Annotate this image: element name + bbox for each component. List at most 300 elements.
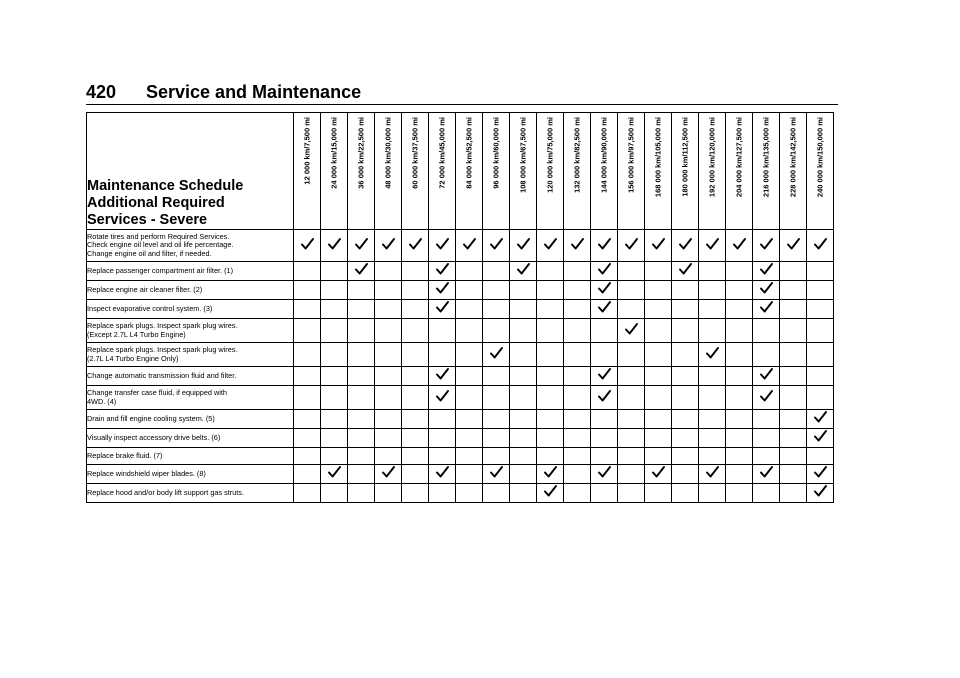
interval-label: 72 000 km/45,000 mi bbox=[437, 117, 447, 189]
checkmark-icon bbox=[706, 466, 719, 478]
checkmark-icon bbox=[598, 390, 611, 402]
table-row bbox=[87, 262, 834, 281]
table-row bbox=[87, 410, 834, 429]
schedule-cell bbox=[348, 386, 375, 410]
schedule-cell bbox=[483, 367, 510, 386]
checkmark-icon bbox=[517, 238, 530, 250]
interval-column-header bbox=[456, 113, 483, 230]
schedule-cell bbox=[807, 281, 834, 300]
interval-label: 84 000 km/52,500 mi bbox=[464, 117, 474, 189]
schedule-cell bbox=[537, 410, 564, 429]
schedule-cell bbox=[726, 367, 753, 386]
checkmark-icon bbox=[760, 390, 773, 402]
schedule-cell bbox=[753, 230, 780, 262]
schedule-cell bbox=[375, 262, 402, 281]
service-description: Replace engine air cleaner filter. (2) bbox=[87, 281, 294, 300]
schedule-cell bbox=[348, 343, 375, 367]
schedule-cell bbox=[672, 429, 699, 448]
checkmark-icon bbox=[598, 466, 611, 478]
service-description: Replace spark plugs. Inspect spark plug wires. (Except 2.7L L4 Turbo Engine) bbox=[87, 319, 294, 343]
interval-label: 108 000 km/67,500 mi bbox=[518, 117, 528, 193]
schedule-cell bbox=[564, 410, 591, 429]
schedule-cell bbox=[375, 429, 402, 448]
interval-label: 120 000 km/75,000 mi bbox=[545, 117, 555, 193]
interval-label: 180 000 km/112,500 mi bbox=[680, 117, 690, 197]
schedule-cell bbox=[375, 386, 402, 410]
checkmark-icon bbox=[571, 238, 584, 250]
service-description: Replace hood and/or body lift support gas struts. bbox=[87, 484, 294, 503]
service-description: Replace brake fluid. (7) bbox=[87, 448, 294, 465]
checkmark-icon bbox=[760, 238, 773, 250]
interval-column-header bbox=[591, 113, 618, 230]
schedule-cell bbox=[483, 262, 510, 281]
schedule-cell bbox=[618, 367, 645, 386]
checkmark-icon bbox=[814, 430, 827, 442]
interval-label: 144 000 km/90,000 mi bbox=[599, 117, 609, 193]
schedule-cell bbox=[726, 410, 753, 429]
checkmark-icon bbox=[760, 301, 773, 313]
schedule-cell bbox=[672, 281, 699, 300]
schedule-cell bbox=[726, 343, 753, 367]
schedule-cell bbox=[294, 319, 321, 343]
schedule-cell bbox=[510, 230, 537, 262]
schedule-cell bbox=[672, 300, 699, 319]
schedule-cell bbox=[402, 410, 429, 429]
section-title: Service and Maintenance bbox=[146, 82, 362, 102]
interval-column-header bbox=[807, 113, 834, 230]
schedule-cell bbox=[294, 367, 321, 386]
schedule-cell bbox=[294, 465, 321, 484]
schedule-cell bbox=[564, 281, 591, 300]
schedule-cell bbox=[429, 230, 456, 262]
schedule-cell bbox=[672, 410, 699, 429]
schedule-cell bbox=[510, 448, 537, 465]
schedule-cell bbox=[429, 386, 456, 410]
schedule-cell bbox=[456, 448, 483, 465]
schedule-cell bbox=[537, 230, 564, 262]
schedule-cell bbox=[618, 484, 645, 503]
interval-column-header bbox=[294, 113, 321, 230]
schedule-cell bbox=[780, 281, 807, 300]
schedule-cell bbox=[672, 484, 699, 503]
schedule-cell bbox=[483, 386, 510, 410]
table-row bbox=[87, 484, 834, 503]
schedule-cell bbox=[483, 484, 510, 503]
schedule-cell bbox=[699, 319, 726, 343]
schedule-cell bbox=[429, 343, 456, 367]
schedule-cell bbox=[321, 319, 348, 343]
interval-label: 96 000 km/60,000 mi bbox=[491, 117, 501, 189]
schedule-cell bbox=[780, 465, 807, 484]
checkmark-icon bbox=[436, 238, 449, 250]
schedule-cell bbox=[699, 386, 726, 410]
checkmark-icon bbox=[436, 390, 449, 402]
schedule-cell bbox=[645, 230, 672, 262]
schedule-cell bbox=[348, 448, 375, 465]
schedule-cell bbox=[321, 448, 348, 465]
checkmark-icon bbox=[598, 238, 611, 250]
schedule-cell bbox=[672, 386, 699, 410]
interval-label: 60 000 km/37,500 mi bbox=[410, 117, 420, 189]
interval-column-header bbox=[429, 113, 456, 230]
schedule-cell bbox=[753, 429, 780, 448]
schedule-cell bbox=[672, 343, 699, 367]
schedule-cell bbox=[645, 281, 672, 300]
schedule-cell bbox=[564, 300, 591, 319]
service-description: Inspect evaporative control system. (3) bbox=[87, 300, 294, 319]
schedule-cell bbox=[591, 262, 618, 281]
schedule-cell bbox=[807, 448, 834, 465]
schedule-cell bbox=[483, 319, 510, 343]
checkmark-icon bbox=[679, 238, 692, 250]
schedule-cell bbox=[645, 448, 672, 465]
schedule-cell bbox=[699, 367, 726, 386]
table-row bbox=[87, 319, 834, 343]
schedule-cell bbox=[591, 448, 618, 465]
schedule-cell bbox=[753, 319, 780, 343]
schedule-cell bbox=[456, 230, 483, 262]
schedule-cell bbox=[753, 386, 780, 410]
schedule-cell bbox=[294, 300, 321, 319]
schedule-cell bbox=[645, 410, 672, 429]
schedule-cell bbox=[348, 429, 375, 448]
schedule-cell bbox=[699, 300, 726, 319]
schedule-cell bbox=[753, 367, 780, 386]
interval-column-header bbox=[483, 113, 510, 230]
schedule-cell bbox=[510, 429, 537, 448]
checkmark-icon bbox=[652, 466, 665, 478]
schedule-cell bbox=[456, 262, 483, 281]
schedule-cell bbox=[564, 319, 591, 343]
schedule-cell bbox=[564, 230, 591, 262]
schedule-cell bbox=[780, 429, 807, 448]
schedule-cell bbox=[294, 410, 321, 429]
table-row bbox=[87, 343, 834, 367]
table-row bbox=[87, 230, 834, 262]
schedule-cell bbox=[807, 367, 834, 386]
table-row bbox=[87, 448, 834, 465]
schedule-cell bbox=[807, 300, 834, 319]
schedule-cell bbox=[564, 343, 591, 367]
interval-label: 168 000 km/105,000 mi bbox=[653, 117, 663, 198]
schedule-cell bbox=[780, 367, 807, 386]
schedule-cell bbox=[321, 465, 348, 484]
schedule-cell bbox=[429, 367, 456, 386]
schedule-cell bbox=[456, 410, 483, 429]
interval-label: 216 000 km/135,000 mi bbox=[761, 117, 771, 198]
schedule-cell bbox=[429, 300, 456, 319]
schedule-cell bbox=[294, 230, 321, 262]
schedule-cell bbox=[753, 262, 780, 281]
interval-label: 48 000 km/30,000 mi bbox=[383, 117, 393, 189]
service-description: Replace windshield wiper blades. (8) bbox=[87, 465, 294, 484]
schedule-cell bbox=[726, 448, 753, 465]
schedule-cell bbox=[807, 386, 834, 410]
schedule-title bbox=[87, 113, 294, 230]
schedule-cell bbox=[429, 281, 456, 300]
checkmark-icon bbox=[625, 323, 638, 335]
schedule-cell bbox=[564, 484, 591, 503]
schedule-cell bbox=[510, 465, 537, 484]
schedule-cell bbox=[375, 281, 402, 300]
schedule-cell bbox=[348, 367, 375, 386]
interval-column-header bbox=[699, 113, 726, 230]
schedule-cell bbox=[483, 410, 510, 429]
schedule-cell bbox=[537, 386, 564, 410]
table-row bbox=[87, 386, 834, 410]
schedule-cell bbox=[591, 465, 618, 484]
schedule-cell bbox=[537, 319, 564, 343]
schedule-cell bbox=[699, 465, 726, 484]
schedule-cell bbox=[645, 484, 672, 503]
checkmark-icon bbox=[706, 238, 719, 250]
schedule-cell bbox=[402, 429, 429, 448]
schedule-cell bbox=[645, 319, 672, 343]
schedule-cell bbox=[807, 262, 834, 281]
schedule-cell bbox=[456, 343, 483, 367]
schedule-cell bbox=[591, 429, 618, 448]
schedule-cell bbox=[510, 484, 537, 503]
schedule-cell bbox=[429, 429, 456, 448]
table-row bbox=[87, 429, 834, 448]
schedule-cell bbox=[537, 343, 564, 367]
schedule-cell bbox=[807, 230, 834, 262]
schedule-cell bbox=[402, 262, 429, 281]
checkmark-icon bbox=[544, 238, 557, 250]
schedule-cell bbox=[429, 319, 456, 343]
schedule-cell bbox=[321, 262, 348, 281]
schedule-cell bbox=[348, 319, 375, 343]
schedule-cell bbox=[402, 465, 429, 484]
schedule-cell bbox=[618, 281, 645, 300]
schedule-cell bbox=[753, 300, 780, 319]
schedule-cell bbox=[672, 367, 699, 386]
interval-label: 192 000 km/120,000 mi bbox=[707, 117, 717, 198]
schedule-cell bbox=[780, 386, 807, 410]
checkmark-icon bbox=[382, 238, 395, 250]
schedule-cell bbox=[618, 465, 645, 484]
schedule-cell bbox=[699, 448, 726, 465]
schedule-cell bbox=[672, 230, 699, 262]
interval-label: 228 000 km/142,500 mi bbox=[788, 117, 798, 198]
schedule-cell bbox=[348, 262, 375, 281]
schedule-cell bbox=[699, 281, 726, 300]
interval-column-header bbox=[564, 113, 591, 230]
schedule-cell bbox=[753, 465, 780, 484]
checkmark-icon bbox=[733, 238, 746, 250]
checkmark-icon bbox=[382, 466, 395, 478]
schedule-cell bbox=[456, 465, 483, 484]
checkmark-icon bbox=[787, 238, 800, 250]
checkmark-icon bbox=[706, 347, 719, 359]
schedule-cell bbox=[780, 230, 807, 262]
checkmark-icon bbox=[652, 238, 665, 250]
schedule-cell bbox=[348, 465, 375, 484]
service-description: Rotate tires and perform Required Services. Check engine oil level and oil life percentage. Change engine oil and filter, if needed. bbox=[87, 230, 294, 262]
checkmark-icon bbox=[490, 466, 503, 478]
checkmark-icon bbox=[436, 301, 449, 313]
schedule-cell bbox=[753, 281, 780, 300]
checkmark-icon bbox=[814, 411, 827, 423]
checkmark-icon bbox=[355, 238, 368, 250]
schedule-cell bbox=[618, 429, 645, 448]
schedule-cell bbox=[564, 367, 591, 386]
schedule-cell bbox=[591, 386, 618, 410]
schedule-cell bbox=[402, 343, 429, 367]
schedule-cell bbox=[537, 300, 564, 319]
service-description: Replace spark plugs. Inspect spark plug wires. (2.7L L4 Turbo Engine Only) bbox=[87, 343, 294, 367]
schedule-cell bbox=[618, 410, 645, 429]
schedule-cell bbox=[483, 281, 510, 300]
interval-column-header bbox=[618, 113, 645, 230]
checkmark-icon bbox=[598, 368, 611, 380]
interval-label: 12 000 km/7,500 mi bbox=[302, 117, 312, 185]
schedule-cell bbox=[321, 343, 348, 367]
schedule-cell bbox=[726, 281, 753, 300]
schedule-cell bbox=[645, 386, 672, 410]
schedule-cell bbox=[753, 448, 780, 465]
interval-label: 156 000 km/97,500 mi bbox=[626, 117, 636, 193]
schedule-cell bbox=[429, 410, 456, 429]
interval-column-header bbox=[375, 113, 402, 230]
schedule-cell bbox=[294, 484, 321, 503]
schedule-cell bbox=[780, 484, 807, 503]
service-description: Change automatic transmission fluid and filter. bbox=[87, 367, 294, 386]
interval-label: 24 000 km/15,000 mi bbox=[329, 117, 339, 189]
schedule-cell bbox=[456, 319, 483, 343]
schedule-cell bbox=[321, 281, 348, 300]
schedule-cell bbox=[483, 343, 510, 367]
schedule-cell bbox=[483, 429, 510, 448]
schedule-cell bbox=[402, 281, 429, 300]
schedule-cell bbox=[726, 300, 753, 319]
checkmark-icon bbox=[301, 238, 314, 250]
schedule-cell bbox=[483, 465, 510, 484]
checkmark-icon bbox=[544, 466, 557, 478]
schedule-cell bbox=[402, 230, 429, 262]
schedule-cell bbox=[348, 281, 375, 300]
schedule-cell bbox=[699, 410, 726, 429]
schedule-cell bbox=[537, 484, 564, 503]
schedule-cell bbox=[429, 448, 456, 465]
schedule-cell bbox=[618, 230, 645, 262]
checkmark-icon bbox=[679, 263, 692, 275]
schedule-cell bbox=[456, 300, 483, 319]
schedule-cell bbox=[321, 429, 348, 448]
schedule-cell bbox=[510, 367, 537, 386]
interval-column-header bbox=[780, 113, 807, 230]
schedule-title-line: Maintenance Schedule bbox=[87, 178, 244, 194]
schedule-cell bbox=[726, 262, 753, 281]
schedule-cell bbox=[510, 319, 537, 343]
interval-column-header bbox=[753, 113, 780, 230]
schedule-cell bbox=[591, 410, 618, 429]
table-header-row bbox=[87, 113, 834, 230]
interval-column-header bbox=[348, 113, 375, 230]
checkmark-icon bbox=[814, 238, 827, 250]
schedule-cell bbox=[348, 484, 375, 503]
schedule-cell bbox=[699, 484, 726, 503]
schedule-cell bbox=[321, 484, 348, 503]
schedule-cell bbox=[483, 448, 510, 465]
schedule-cell bbox=[321, 386, 348, 410]
schedule-cell bbox=[294, 448, 321, 465]
schedule-cell bbox=[726, 319, 753, 343]
maintenance-schedule-table bbox=[86, 112, 834, 503]
checkmark-icon bbox=[328, 466, 341, 478]
schedule-cell bbox=[375, 343, 402, 367]
schedule-cell bbox=[726, 386, 753, 410]
checkmark-icon bbox=[625, 238, 638, 250]
service-description: Drain and fill engine cooling system. (5) bbox=[87, 410, 294, 429]
schedule-title-line: Services - Severe bbox=[87, 212, 208, 228]
schedule-cell bbox=[510, 410, 537, 429]
checkmark-icon bbox=[814, 466, 827, 478]
checkmark-icon bbox=[760, 368, 773, 380]
schedule-cell bbox=[348, 230, 375, 262]
schedule-cell bbox=[456, 386, 483, 410]
schedule-cell bbox=[375, 448, 402, 465]
schedule-cell bbox=[375, 230, 402, 262]
schedule-cell bbox=[375, 410, 402, 429]
schedule-cell bbox=[645, 300, 672, 319]
schedule-cell bbox=[780, 319, 807, 343]
schedule-cell bbox=[402, 319, 429, 343]
schedule-cell bbox=[375, 300, 402, 319]
schedule-cell bbox=[780, 343, 807, 367]
schedule-cell bbox=[726, 465, 753, 484]
schedule-cell bbox=[726, 484, 753, 503]
schedule-cell bbox=[699, 262, 726, 281]
schedule-cell bbox=[456, 429, 483, 448]
schedule-cell bbox=[564, 262, 591, 281]
checkmark-icon bbox=[544, 485, 557, 497]
page-header bbox=[86, 82, 838, 105]
schedule-cell bbox=[510, 262, 537, 281]
table-row bbox=[87, 300, 834, 319]
schedule-cell bbox=[375, 484, 402, 503]
schedule-cell bbox=[645, 429, 672, 448]
schedule-cell bbox=[483, 300, 510, 319]
schedule-cell bbox=[780, 300, 807, 319]
table-body bbox=[87, 230, 834, 503]
schedule-cell bbox=[564, 465, 591, 484]
schedule-cell bbox=[618, 300, 645, 319]
service-description: Replace passenger compartment air filter. (1) bbox=[87, 262, 294, 281]
schedule-cell bbox=[591, 367, 618, 386]
table-row bbox=[87, 367, 834, 386]
schedule-cell bbox=[618, 448, 645, 465]
schedule-cell bbox=[672, 448, 699, 465]
interval-label: 204 000 km/127,500 mi bbox=[734, 117, 744, 198]
checkmark-icon bbox=[436, 368, 449, 380]
schedule-cell bbox=[456, 367, 483, 386]
schedule-cell bbox=[591, 281, 618, 300]
schedule-cell bbox=[402, 484, 429, 503]
checkmark-icon bbox=[490, 347, 503, 359]
schedule-cell bbox=[699, 230, 726, 262]
checkmark-icon bbox=[760, 466, 773, 478]
page-number: 420 bbox=[86, 82, 117, 102]
checkmark-icon bbox=[517, 263, 530, 275]
schedule-cell bbox=[429, 465, 456, 484]
table-row bbox=[87, 465, 834, 484]
schedule-title-line: Additional Required bbox=[87, 195, 225, 211]
schedule-cell bbox=[672, 319, 699, 343]
schedule-cell bbox=[807, 465, 834, 484]
schedule-cell bbox=[645, 262, 672, 281]
schedule-cell bbox=[618, 262, 645, 281]
